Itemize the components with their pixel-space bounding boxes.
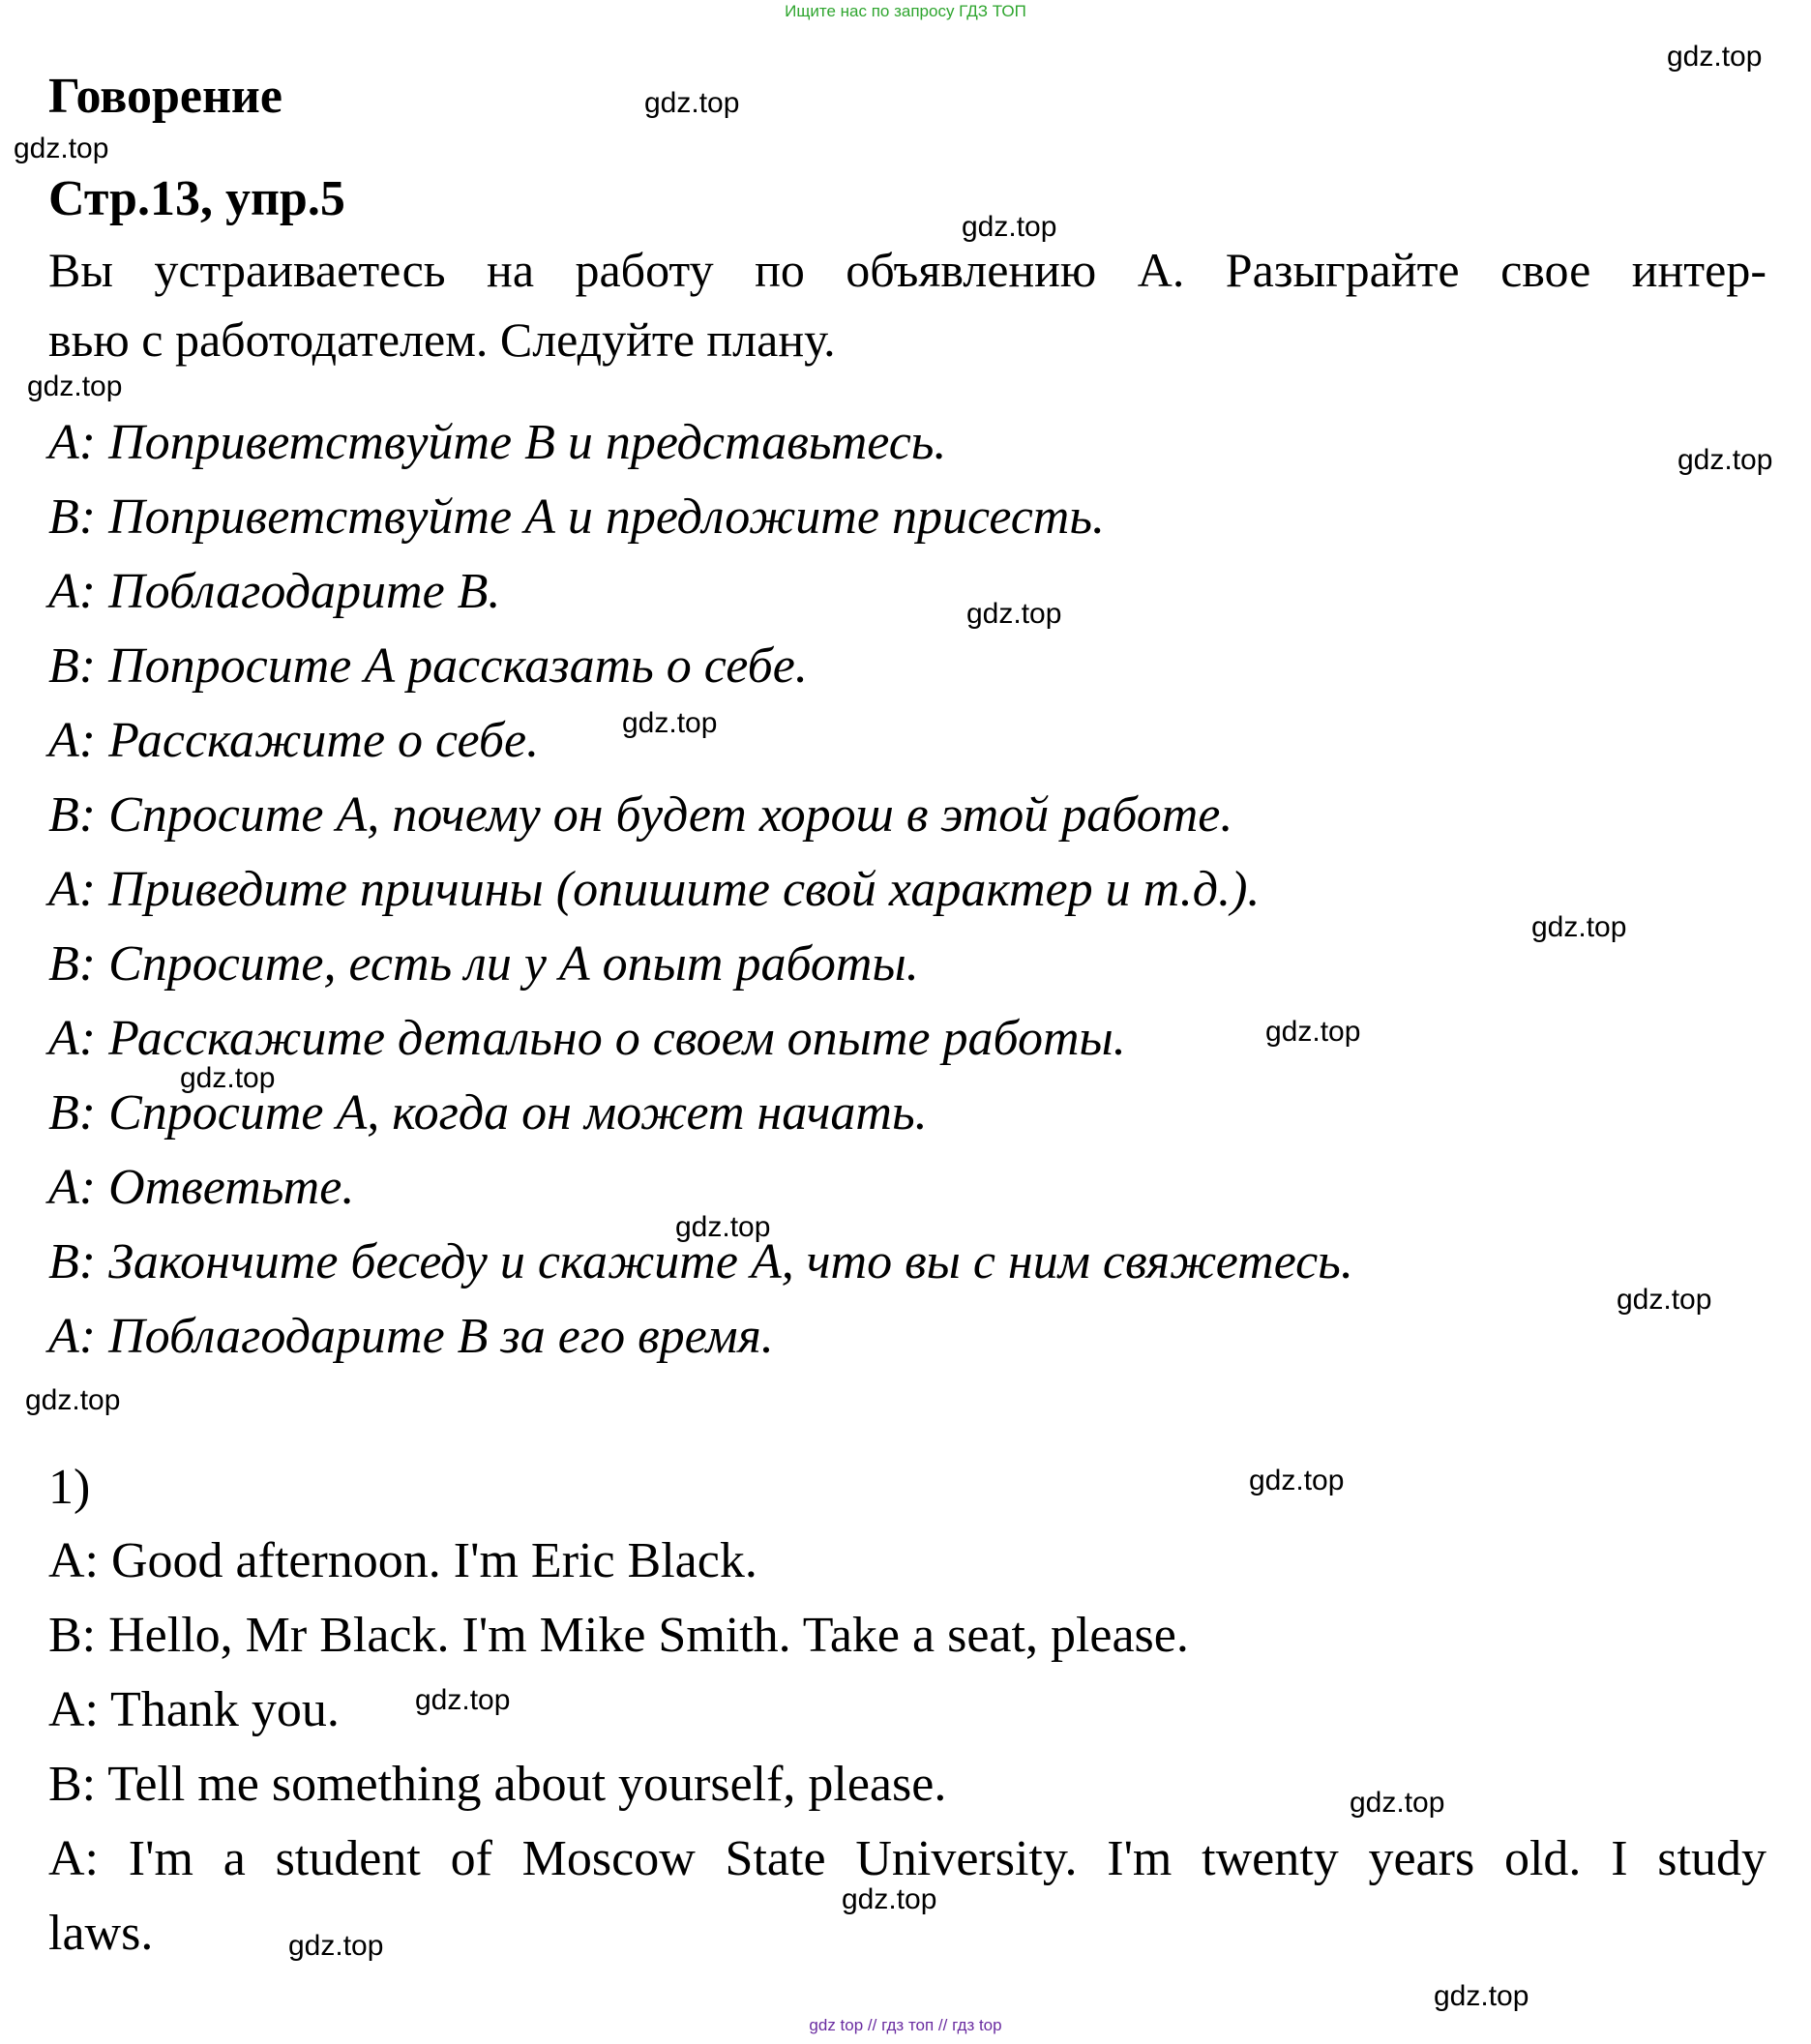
watermark: gdz.top — [1677, 444, 1773, 476]
watermark: gdz.top — [1434, 1980, 1529, 2012]
plan-step-4: B: Попросите А рассказать о себе. — [48, 638, 808, 694]
bottom-banner[interactable]: gdz top // гдз топ // гдз top — [809, 2016, 1002, 2034]
top-banner[interactable]: Ищите нас по запросу ГДЗ ТОП — [785, 2, 1026, 20]
dialog-line-1: A: Good afternoon. I'm Eric Black. — [48, 1533, 757, 1588]
plan-step-3: A: Поблагодарите В. — [48, 564, 501, 619]
section-title: Говорение — [48, 69, 282, 124]
plan-step-8: B: Спросите, есть ли у А опыт работы. — [48, 936, 919, 992]
watermark: gdz.top — [288, 1930, 384, 1962]
plan-step-5: A: Расскажите о себе. — [48, 713, 540, 768]
dialog-line-5: A: I'm a student of Moscow State University. I'm twenty years old. I study — [48, 1831, 1766, 1886]
plan-step-11: A: Ответьте. — [48, 1160, 355, 1215]
plan-step-1: A: Поприветствуйте В и представьтесь. — [48, 415, 947, 470]
plan-step-12: B: Закончите беседу и скажите А, что вы с ним свяжетесь. — [48, 1234, 1353, 1289]
watermark: gdz.top — [842, 1883, 937, 1915]
watermark: gdz.top — [1617, 1284, 1712, 1316]
dialog-line-5-cont: laws. — [48, 1906, 154, 1961]
watermark: gdz.top — [962, 211, 1057, 243]
dialog-line-2: B: Hello, Mr Black. I'm Mike Smith. Take a seat, please. — [48, 1608, 1189, 1663]
plan-step-10: B: Спросите А, когда он может начать. — [48, 1085, 928, 1140]
answer-number: 1) — [48, 1460, 91, 1515]
plan-step-13: A: Поблагодарите В за его время. — [48, 1309, 774, 1364]
watermark: gdz.top — [966, 598, 1062, 630]
watermark: gdz.top — [27, 370, 123, 402]
dialog-line-3: A: Thank you. — [48, 1682, 340, 1737]
watermark: gdz.top — [180, 1062, 276, 1094]
dialog-line-4: B: Tell me something about yourself, please. — [48, 1757, 947, 1812]
exercise-title: Стр.13, упр.5 — [48, 171, 345, 226]
watermark: gdz.top — [1531, 911, 1627, 943]
plan-step-2: B: Поприветствуйте А и предложите присесть. — [48, 489, 1106, 545]
watermark: gdz.top — [644, 87, 740, 119]
plan-step-7: A: Приведите причины (опишите свой характер и т.д.). — [48, 862, 1261, 917]
watermark: gdz.top — [1265, 1016, 1361, 1048]
watermark: gdz.top — [1249, 1465, 1345, 1496]
watermark: gdz.top — [1667, 41, 1763, 73]
watermark: gdz.top — [622, 707, 718, 739]
plan-step-6: B: Спросите А, почему он будет хорош в этой работе. — [48, 787, 1233, 843]
plan-step-9: A: Расскажите детально о своем опыте работы. — [48, 1011, 1126, 1066]
watermark: gdz.top — [1350, 1787, 1445, 1819]
watermark: gdz.top — [415, 1684, 511, 1716]
watermark: gdz.top — [675, 1211, 771, 1243]
watermark: gdz.top — [14, 133, 109, 164]
instruction-line-1: Вы устраиваетесь на работу по объявлению А. Разыграйте свое интер- — [48, 243, 1766, 297]
instruction-line-2: вью с работодателем. Следуйте плану. — [48, 312, 836, 367]
watermark: gdz.top — [25, 1384, 121, 1416]
